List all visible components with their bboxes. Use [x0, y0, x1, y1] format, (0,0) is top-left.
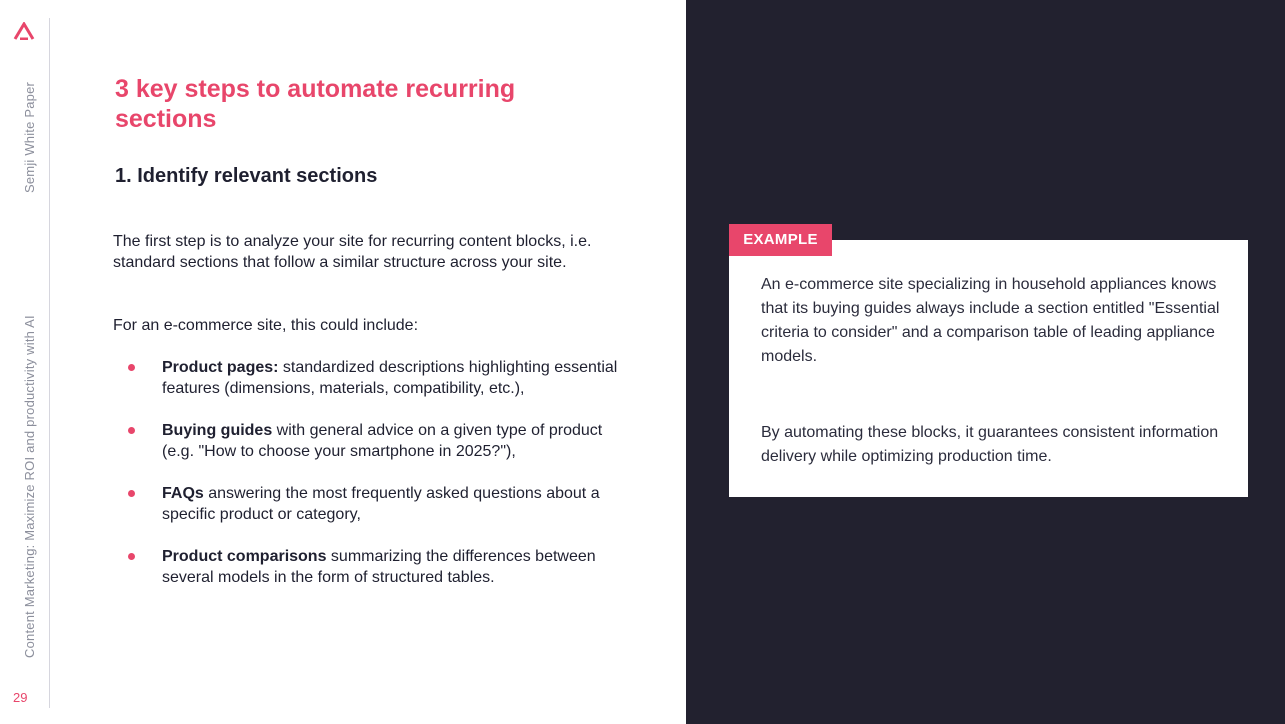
list-item	[125, 357, 625, 399]
margin-divider	[49, 18, 50, 708]
list-item	[125, 483, 625, 525]
list-item-text: summarizing the differences between several models in the form of structured tables.	[162, 548, 596, 586]
page-title: 3 key steps to automate recurring sections	[115, 75, 516, 133]
example-paragraph-1: An e-commerce site specializing in household appliances knows that its buying guides always include a section entitled "Essential criteria to consider" and a comparison table of leading appliance models.	[761, 276, 1220, 365]
list-lead-paragraph: For an e-commerce site, this could include:	[113, 317, 419, 334]
list-item	[125, 420, 625, 462]
list-item-bold: Product comparisons	[162, 548, 327, 565]
list-item-text: with general advice on a given type of product (e.g. "How to choose your smartphone in 2025?"),	[162, 422, 603, 460]
step-heading: 1. Identify relevant sections	[115, 165, 378, 187]
examples-list	[125, 357, 625, 588]
bullet-dot-icon	[128, 490, 135, 497]
example-paragraph-2: By automating these blocks, it guarantees consistent information delivery while optimizing production time.	[761, 424, 1219, 465]
a-chevron-logo-icon	[13, 22, 35, 40]
list-item	[125, 546, 625, 588]
list-item-bold: Product pages:	[162, 359, 279, 376]
list-item-bold: FAQs	[162, 485, 204, 502]
list-item-bold: Buying guides	[162, 422, 273, 439]
example-tag: EXAMPLE	[729, 224, 832, 256]
list-item-text: standardized descriptions highlighting essential features (dimensions, materials, compatibility, etc.),	[162, 359, 618, 397]
bullet-dot-icon	[128, 364, 135, 371]
bullet-dot-icon	[128, 553, 135, 560]
page-number: 29	[13, 690, 28, 705]
list-item-text: answering the most frequently asked questions about a specific product or category,	[162, 485, 600, 523]
brand-running-header: Semji White Paper	[22, 81, 37, 193]
document-running-title: Content Marketing: Maximize ROI and productivity with AI	[22, 315, 37, 658]
bullet-dot-icon	[128, 427, 135, 434]
intro-paragraph: The first step is to analyze your site for recurring content blocks, i.e. standard sections that follow a similar structure across your site.	[113, 233, 592, 271]
